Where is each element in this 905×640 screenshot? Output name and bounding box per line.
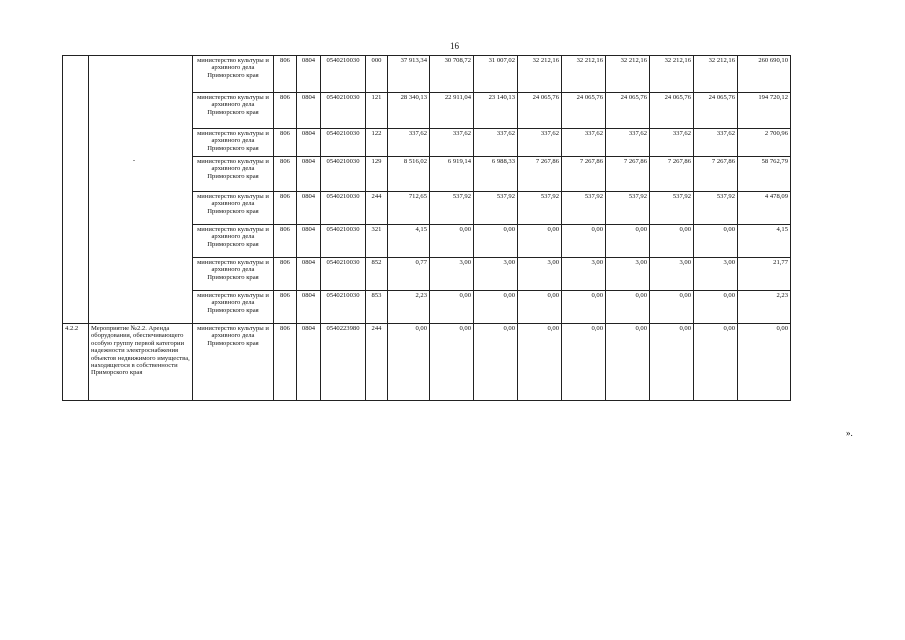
value-cell: 23 140,13: [474, 93, 518, 129]
value-cell: 537,92: [518, 192, 562, 225]
value-cell: 32 212,16: [562, 56, 606, 93]
value-cell: 3,00: [562, 258, 606, 291]
value-cell: 6 988,33: [474, 157, 518, 192]
value-cell: 537,92: [650, 192, 694, 225]
value-cell: 0,77: [388, 258, 430, 291]
value-cell: 6 919,14: [430, 157, 474, 192]
total-cell: 2 700,96: [738, 129, 791, 157]
value-cell: 3,00: [474, 258, 518, 291]
grbs-code: 806: [274, 324, 297, 401]
value-cell: 32 212,16: [694, 56, 738, 93]
expense-type-code: 853: [366, 291, 388, 324]
value-cell: 0,00: [606, 291, 650, 324]
value-cell: 22 911,04: [430, 93, 474, 129]
value-cell: 3,00: [694, 258, 738, 291]
expense-type-code: 852: [366, 258, 388, 291]
value-cell: 0,00: [650, 225, 694, 258]
value-cell: 37 913,34: [388, 56, 430, 93]
grbs-code: 806: [274, 56, 297, 93]
target-article-code: 0540210030: [321, 225, 366, 258]
value-cell: 0,00: [474, 291, 518, 324]
item-number: 4.2.2: [63, 324, 89, 401]
total-cell: 4,15: [738, 225, 791, 258]
table-row: [63, 324, 791, 401]
expense-type-code: 000: [366, 56, 388, 93]
value-cell: 712,65: [388, 192, 430, 225]
total-cell: 0,00: [738, 324, 791, 401]
value-cell: 0,00: [650, 324, 694, 401]
value-cell: 337,62: [606, 129, 650, 157]
value-cell: 24 065,76: [694, 93, 738, 129]
target-article-code: 0540210030: [321, 56, 366, 93]
value-cell: 337,62: [650, 129, 694, 157]
value-cell: 337,62: [474, 129, 518, 157]
total-cell: 260 690,10: [738, 56, 791, 93]
section-code: 0804: [297, 129, 321, 157]
page-number: 16: [450, 41, 459, 51]
agency-cell: министерство культуры и архивного дела Приморского края: [193, 324, 274, 401]
value-cell: 0,00: [474, 324, 518, 401]
grbs-code: 806: [274, 225, 297, 258]
value-cell: 24 065,76: [606, 93, 650, 129]
agency-cell: министерство культуры и архивного дела Приморского края: [193, 129, 274, 157]
value-cell: 0,00: [650, 291, 694, 324]
total-cell: 194 720,12: [738, 93, 791, 129]
value-cell: 0,00: [518, 225, 562, 258]
value-cell: 337,62: [518, 129, 562, 157]
agency-cell: министерство культуры и архивного дела Приморского края: [193, 56, 274, 93]
expense-type-code: 129: [366, 157, 388, 192]
value-cell: 28 340,13: [388, 93, 430, 129]
value-cell: 337,62: [562, 129, 606, 157]
total-cell: 4 478,09: [738, 192, 791, 225]
value-cell: 537,92: [430, 192, 474, 225]
value-cell: 0,00: [388, 324, 430, 401]
value-cell: 0,00: [562, 225, 606, 258]
agency-cell: министерство культуры и архивного дела Приморского края: [193, 291, 274, 324]
value-cell: 32 212,16: [650, 56, 694, 93]
expense-type-code: 321: [366, 225, 388, 258]
value-cell: 3,00: [430, 258, 474, 291]
value-cell: 7 267,86: [518, 157, 562, 192]
budget-table: [62, 55, 791, 401]
section-code: 0804: [297, 324, 321, 401]
target-article-code: 0540210030: [321, 157, 366, 192]
value-cell: 0,00: [694, 225, 738, 258]
value-cell: 0,00: [430, 291, 474, 324]
total-cell: 21,77: [738, 258, 791, 291]
value-cell: 537,92: [606, 192, 650, 225]
value-cell: 24 065,76: [518, 93, 562, 129]
value-cell: 0,00: [562, 324, 606, 401]
value-cell: 0,00: [430, 225, 474, 258]
value-cell: 24 065,76: [562, 93, 606, 129]
target-article-code: 0540210030: [321, 291, 366, 324]
value-cell: 31 007,02: [474, 56, 518, 93]
value-cell: 2,23: [388, 291, 430, 324]
value-cell: 0,00: [518, 291, 562, 324]
agency-cell: министерство культуры и архивного дела Приморского края: [193, 225, 274, 258]
value-cell: 7 267,86: [694, 157, 738, 192]
table-row: [63, 56, 791, 93]
value-cell: 0,00: [606, 225, 650, 258]
section-code: 0804: [297, 291, 321, 324]
expense-type-code: 244: [366, 324, 388, 401]
value-cell: 337,62: [388, 129, 430, 157]
grbs-code: 806: [274, 291, 297, 324]
value-cell: 0,00: [694, 291, 738, 324]
value-cell: 3,00: [518, 258, 562, 291]
event-cell-continued: [89, 56, 193, 324]
value-cell: 537,92: [474, 192, 518, 225]
value-cell: 30 708,72: [430, 56, 474, 93]
value-cell: 537,92: [694, 192, 738, 225]
number-cell-continued: [63, 56, 89, 324]
grbs-code: 806: [274, 129, 297, 157]
agency-cell: министерство культуры и архивного дела Приморского края: [193, 157, 274, 192]
total-cell: 2,23: [738, 291, 791, 324]
grbs-code: 806: [274, 93, 297, 129]
value-cell: 0,00: [606, 324, 650, 401]
agency-cell: министерство культуры и архивного дела Приморского края: [193, 192, 274, 225]
target-article-code: 0540223980: [321, 324, 366, 401]
value-cell: 3,00: [650, 258, 694, 291]
value-cell: 537,92: [562, 192, 606, 225]
value-cell: 8 516,02: [388, 157, 430, 192]
expense-type-code: 122: [366, 129, 388, 157]
value-cell: 32 212,16: [518, 56, 562, 93]
expense-type-code: 121: [366, 93, 388, 129]
agency-cell: министерство культуры и архивного дела Приморского края: [193, 93, 274, 129]
grbs-code: 806: [274, 192, 297, 225]
value-cell: 24 065,76: [650, 93, 694, 129]
value-cell: 0,00: [694, 324, 738, 401]
section-code: 0804: [297, 258, 321, 291]
total-cell: 58 762,79: [738, 157, 791, 192]
value-cell: 0,00: [430, 324, 474, 401]
value-cell: 32 212,16: [606, 56, 650, 93]
agency-cell: министерство культуры и архивного дела Приморского края: [193, 258, 274, 291]
target-article-code: 0540210030: [321, 129, 366, 157]
closing-quote-mark: ».: [846, 428, 853, 438]
value-cell: 7 267,86: [650, 157, 694, 192]
section-code: 0804: [297, 157, 321, 192]
section-code: 0804: [297, 56, 321, 93]
value-cell: 3,00: [606, 258, 650, 291]
value-cell: 337,62: [694, 129, 738, 157]
value-cell: 0,00: [474, 225, 518, 258]
section-code: 0804: [297, 93, 321, 129]
value-cell: 7 267,86: [606, 157, 650, 192]
target-article-code: 0540210030: [321, 192, 366, 225]
section-code: 0804: [297, 225, 321, 258]
event-name: Мероприятие №2.2. Аренда оборудования, обеспечивающего особую группу первой категории надежности электроснабжения объектов недвижимого имущества, находящегося в собственности Приморского края: [89, 324, 193, 401]
value-cell: 4,15: [388, 225, 430, 258]
grbs-code: 806: [274, 258, 297, 291]
section-code: 0804: [297, 192, 321, 225]
value-cell: 337,62: [430, 129, 474, 157]
value-cell: 0,00: [562, 291, 606, 324]
target-article-code: 0540210030: [321, 93, 366, 129]
value-cell: 0,00: [518, 324, 562, 401]
grbs-code: 806: [274, 157, 297, 192]
target-article-code: 0540210030: [321, 258, 366, 291]
value-cell: 7 267,86: [562, 157, 606, 192]
expense-type-code: 244: [366, 192, 388, 225]
